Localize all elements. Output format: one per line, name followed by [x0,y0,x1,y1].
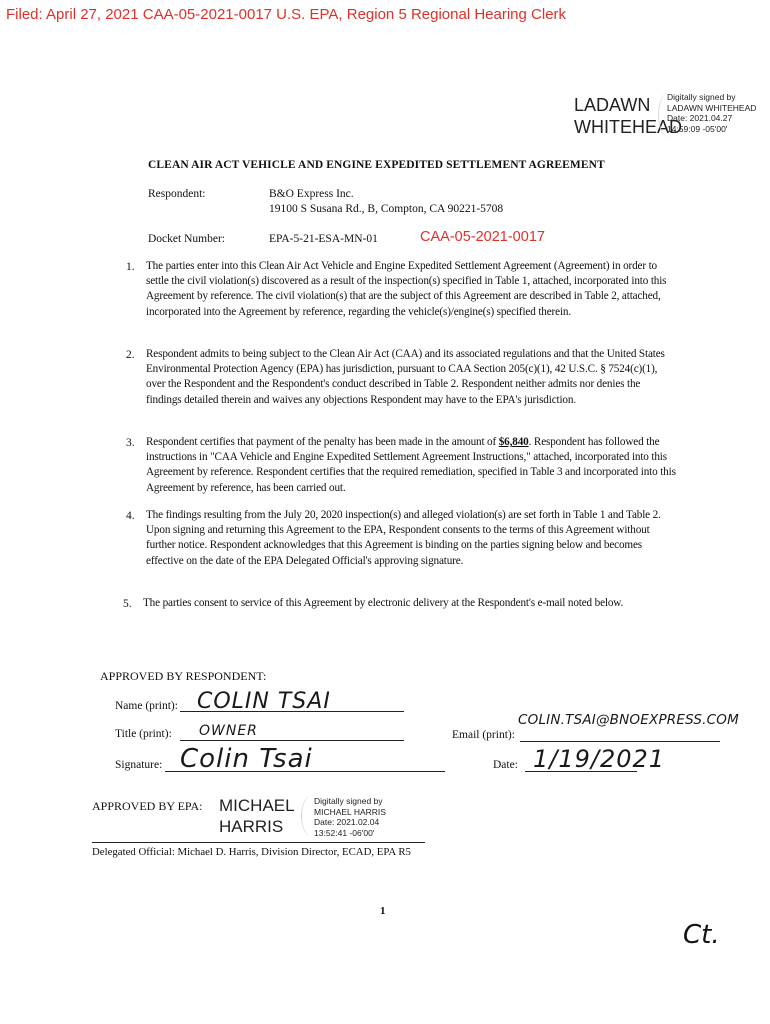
email-print-label: Email (print): [452,729,515,741]
docket-value: EPA-5-21-ESA-MN-01 [269,233,378,245]
title-print-label: Title (print): [115,728,172,740]
delegated-official: Delegated Official: Michael D. Harris, Division Director, ECAD, EPA R5 [92,846,411,858]
paragraph-5: The parties consent to service of this Agreement by electronic delivery at the Respondent's e-mail noted below. [143,597,624,609]
title-print-value: OWNER [199,723,258,739]
respondent-name: B&O Express Inc. [269,188,354,200]
paragraph-3: Respondent certifies that payment of the penalty has been made in the amount of $6,840. Respondent has followed the instructions in "CAA Vehicle and Engine Expedited Settlement Agreement Instructions," attached, incorporated into this Agreement by reference. Respondent certifies that the required remediation, specified in Table 3 and incorporated into this Agreement by reference, has been carried out. [146,436,676,494]
filed-stamp: Filed: April 27, 2021 CAA-05-2021-0017 U.S. EPA, Region 5 Regional Hearing Clerk [6,6,567,23]
paragraph-number: 2. [126,349,135,361]
respondent-label: Respondent: [148,188,206,200]
paragraph-number: 4. [126,510,135,522]
date-value: 1/19/2021 [533,745,666,773]
penalty-amount: $6,840 [498,436,529,448]
top-digital-signature [574,92,764,142]
name-print-value: COLIN TSAI [197,689,331,714]
paragraph-2: Respondent admits to being subject to the Clean Air Act (CAA) and its associated regulations and that the United States Environmental Protection Agency (EPA) has jurisdiction, pursuant to CAA Section 205(c)(1), 42 U.S.C. § 7524(c)(1), over the Respondent and the Respondent's conduct described in Table 2. Respondent neither admits nor denies the findings detailed therein and waives any objections Respondent may have to the EPA's jurisdiction. [146,348,665,406]
name-print-label: Name (print): [115,700,178,712]
respondent-address: 19100 S Susana Rd., B, Compton, CA 90221-5708 [269,203,504,215]
docket-stamp: CAA-05-2021-0017 [420,229,545,245]
signer-name: LADAWN WHITEHEAD [574,95,682,137]
epa-signature-meta: Digitally signed by MICHAEL HARRIS Date: 2021.02.04 13:52:41 -06'00' [314,796,386,838]
epa-approval-label: APPROVED BY EPA: [92,799,203,813]
docket-label: Docket Number: [148,233,225,245]
paragraph-number: 3. [126,437,135,449]
paragraph-1: The parties enter into this Clean Air Act Vehicle and Engine Expedited Settlement Agreement (Agreement) in order to settle the civil violation(s) discovered as a result of the inspection(s) specified in Table 1, attached, incorporated into this Agreement by reference. The civil violation(s) that are the subject of this Agreement are described in Table 2, attached, incorporated into the Agreement by reference, regarding the vehicle(s)/engine(s) specified therein. [146,260,667,318]
paragraph-number: 1. [126,261,135,273]
paragraph-number: 5. [123,598,132,610]
signature-label: Signature: [115,759,163,771]
handwritten-initials: Ct. [683,920,720,950]
respondent-signature: Colin Tsai [180,744,313,774]
paragraph-4: The findings resulting from the July 20, 2020 inspection(s) and alleged violation(s) are set forth in Table 1 and Table 2. Upon signing and returning this Agreement to the EPA, Respondent consents to the terms of this Agreement without further notice. Respondent acknowledges that this Agreement is binding on the parties signing below and becomes effective on the date of the EPA Delegated Official's approving signature. [146,509,661,567]
date-label: Date: [493,759,518,771]
epa-signer-name: MICHAEL HARRIS [219,796,295,836]
respondent-approval-heading: APPROVED BY RESPONDENT: [100,669,267,683]
epa-digital-signature [219,795,419,839]
signature-meta: Digitally signed by LADAWN WHITEHEAD Date: 2021.04.27 14:59:09 -05'00' [667,92,757,134]
document-title: CLEAN AIR ACT VEHICLE AND ENGINE EXPEDITED SETTLEMENT AGREEMENT [148,159,605,171]
page-number: 1 [380,905,386,917]
email-print-value: COLIN.TSAI@BNOEXPRESS.COM [518,712,739,728]
